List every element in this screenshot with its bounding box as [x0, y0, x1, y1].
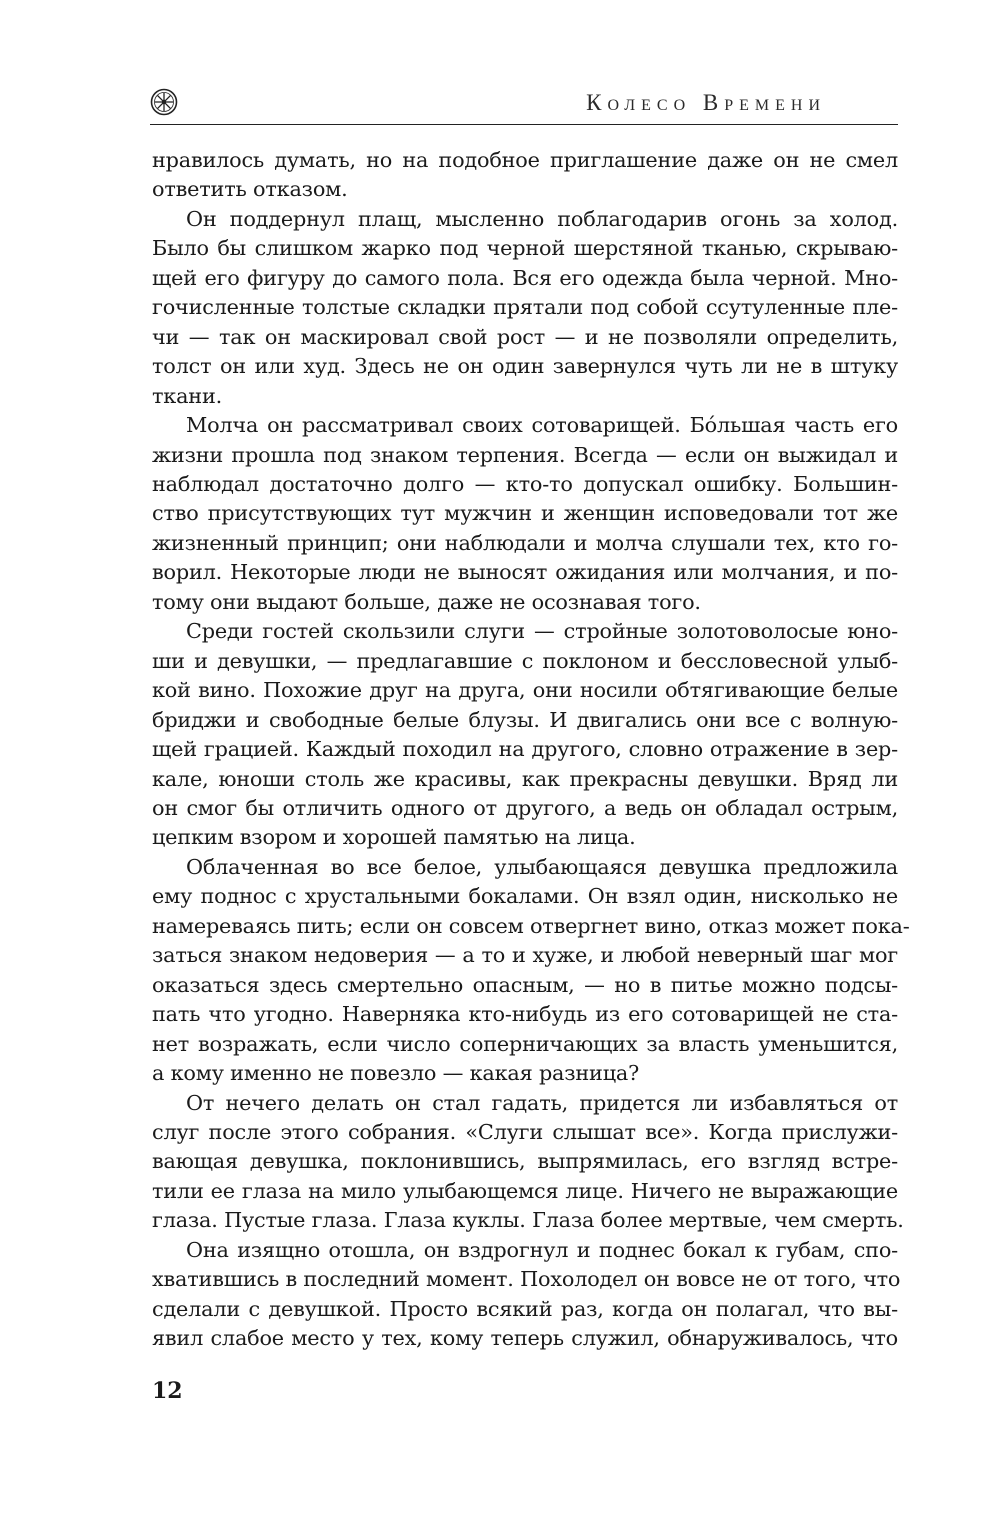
text-line: намереваясь пить; если он совсем отвергнет вино, отказ может пока- — [152, 913, 910, 938]
text-line: чи — так он маскировал свой рост — и не позволяли определить, — [152, 324, 898, 349]
text-line: гочисленные толстые складки прятали под собой ссутуленные пле- — [152, 295, 898, 320]
text-line: щей его фигуру до самого пола. Вся его одежда была черной. Мно- — [152, 265, 898, 290]
text-line: а кому именно не повезло — какая разница? — [152, 1061, 640, 1086]
text-line: цепким взором и хорошей памятью на лица. — [152, 825, 636, 850]
text-line: он смог бы отличить одного от другого, а ведь он обладал острым, — [152, 795, 898, 820]
text-line: бриджи и свободные белые блузы. И двигались они все с волную- — [152, 707, 898, 732]
paragraph — [152, 1089, 904, 1236]
paragraph — [152, 146, 898, 205]
text-line: жизненный принцип; они наблюдали и молча слушали тех, кто го- — [152, 530, 898, 555]
paragraph — [152, 1236, 901, 1354]
text-line: явил слабое место у тех, кому теперь служил, обнаруживалось, что — [152, 1326, 898, 1351]
running-header — [150, 82, 898, 125]
text-line: кале, юноши столь же красивы, как прекрасны девушки. Вряд ли — [152, 766, 898, 791]
paragraph — [152, 205, 898, 411]
text-line: Он поддернул плащ, мысленно поблагодарив огонь за холод. — [186, 206, 898, 231]
text-line: ему поднос с хрустальными бокалами. Он взял один, нисколько не — [152, 884, 898, 909]
text-line: От нечего делать он стал гадать, придется ли избавляться от — [186, 1090, 898, 1115]
text-line: ворил. Некоторые люди не выносят ожидания или молчания, и по- — [152, 560, 898, 585]
wheel-emblem-icon — [150, 88, 178, 116]
text-line: вающая девушка, поклонившись, выпрямилась, его взгляд встре- — [152, 1149, 898, 1174]
text-line: Было бы слишком жарко под черной шерстяной тканью, скрываю- — [152, 236, 898, 261]
text-line: наблюдал достаточно долго — кто-то допускал ошибку. Большин- — [152, 471, 898, 496]
text-line: пать что угодно. Наверняка кто-нибудь из его сотоварищей не ста- — [152, 1002, 898, 1027]
text-line: нет возражать, если число соперничающих за власть уменьшится, — [152, 1031, 898, 1056]
text-line: Она изящно отошла, он вздрогнул и поднес бокал к губам, спо- — [186, 1237, 898, 1262]
paragraph — [152, 411, 898, 617]
page-number: 12 — [152, 1378, 183, 1404]
text-line: нравилось думать, но на подобное приглашение даже он не смел — [152, 148, 898, 172]
text-line: ши и девушки, — предлагавшие с поклоном и бессловесной улыб- — [152, 648, 898, 673]
text-line: щей грацией. Каждый походил на другого, словно отражение в зер- — [152, 737, 898, 762]
running-title: Колесо Времени — [586, 90, 826, 115]
text-line: жизни прошла под знаком терпения. Всегда — если он выжидал и — [152, 442, 898, 467]
text-line: слуг после этого собрания. «Слуги слышат все». Когда прислужи- — [152, 1119, 898, 1144]
text-line: Облаченная во все белое, улыбающаяся девушка предложила — [186, 854, 898, 879]
text-line: Молча он рассматривал своих сотоварищей. Бóльшая часть его — [186, 413, 898, 438]
text-line: ответить отказом. — [152, 177, 348, 202]
text-line: глаза. Пустые глаза. Глаза куклы. Глаза более мертвые, чем смерть. — [152, 1208, 904, 1233]
paragraph — [152, 617, 898, 853]
text-line: заться знаком недоверия — а то и хуже, и любой неверный шаг мог — [152, 943, 898, 968]
text-line: Среди гостей скользили слуги — стройные золотоволосые юно- — [186, 619, 898, 644]
text-line: хватившись в последний момент. Похолодел он вовсе не от того, что — [152, 1267, 901, 1292]
text-line: оказаться здесь смертельно опасным, — но в питье можно подсы- — [152, 972, 898, 997]
body-text — [152, 146, 910, 1354]
text-line: толст он или худ. Здесь не он один завернулся чуть ли не в штуку — [152, 354, 898, 379]
text-line: кой вино. Похожие друг на друга, они носили обтягивающие белые — [152, 678, 898, 703]
text-line: тили ее глаза на мило улыбающемся лице. Ничего не выражающие — [152, 1178, 898, 1203]
text-line: сделали с девушкой. Просто всякий раз, когда он полагал, что вы- — [152, 1296, 898, 1321]
text-line: ство присутствующих тут мужчин и женщин исповедовали тот же — [152, 501, 898, 526]
paragraph — [152, 853, 910, 1089]
text-line: тому они выдают больше, даже не осознавая того. — [152, 589, 701, 614]
text-line: ткани. — [152, 383, 223, 408]
